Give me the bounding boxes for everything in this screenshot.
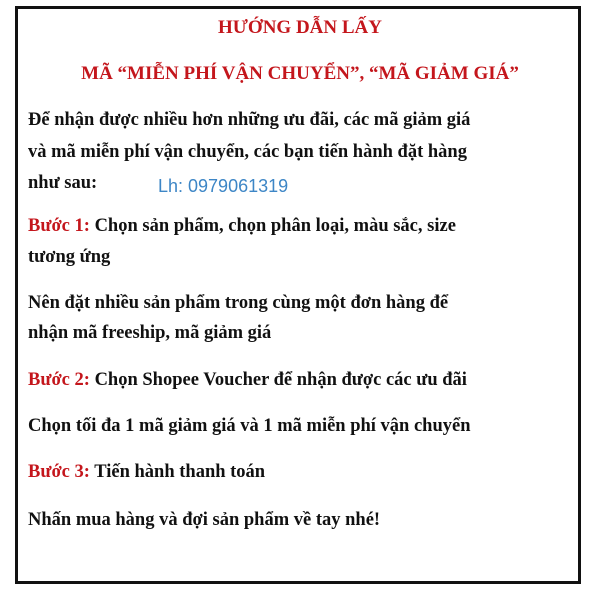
step-2-text: Chọn Shopee Voucher để nhận được các ưu đãi [89, 370, 467, 390]
step-3-note: Nhấn mua hàng và đợi sản phẩm về tay nhé! [28, 510, 381, 530]
intro-line-2: và mã miễn phí vận chuyển, các bạn tiến hành đặt hàng [28, 142, 467, 162]
step-1-note-line-1: Nên đặt nhiều sản phẩm trong cùng một đơn hàng để [28, 293, 449, 313]
step-2-note: Chọn tối đa 1 mã giảm giá và 1 mã miễn phí vận chuyển [28, 416, 471, 436]
intro-line-3: như sau: [28, 173, 98, 193]
step-3-text: Tiến hành thanh toán [89, 462, 266, 482]
step-3-line [28, 462, 265, 483]
step-3-label: Bước 3: [28, 462, 90, 482]
step-2-line [28, 370, 467, 391]
step-1-text: Chọn sản phẩm, chọn phân loại, màu sắc, size [89, 216, 456, 236]
step-1-line [28, 216, 456, 237]
title-line-1: HƯỚNG DẪN LẤY [218, 17, 382, 38]
intro-line-1: Để nhận được nhiều hơn những ưu đãi, các mã giảm giá [28, 110, 471, 130]
contact-phone: Lh: 0979061319 [158, 176, 289, 196]
step-2-label: Bước 2: [28, 370, 90, 390]
step-1-text-continued: tương ứng [28, 247, 111, 267]
step-1-note-line-2: nhận mã freeship, mã giảm giá [28, 323, 272, 343]
title-line-2: MÃ “MIỄN PHÍ VẬN CHUYỂN”, “MÃ GIẢM GIÁ” [81, 63, 519, 84]
step-1-label: Bước 1: [28, 216, 90, 236]
